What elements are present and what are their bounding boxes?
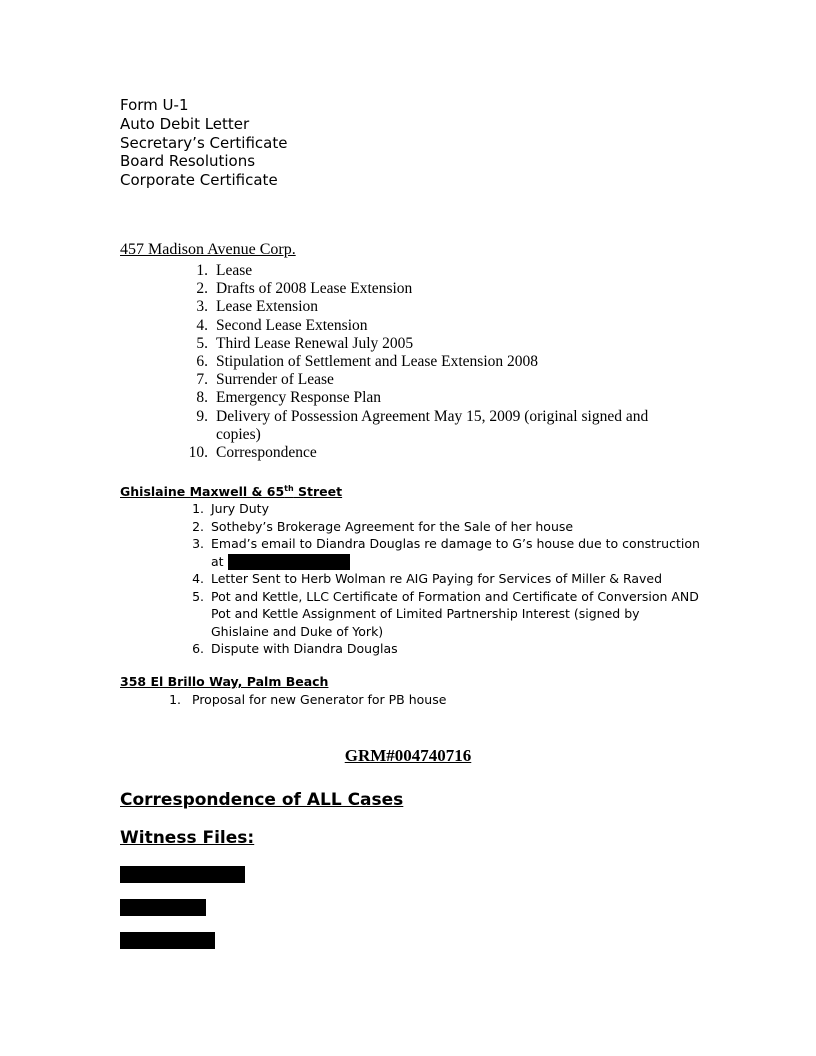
item-text: Emergency Response Plan: [216, 389, 382, 407]
item-text: Lease: [216, 262, 253, 279]
item-number: 3.: [196, 298, 208, 316]
grm-number-heading: GRM#004740716: [344, 746, 472, 765]
item-text: Lease Extension: [216, 298, 319, 316]
item-number: 5.: [192, 588, 204, 604]
maxwell-title-superscript: th: [284, 484, 294, 493]
item-number: 7.: [196, 371, 208, 389]
item-number: 1.: [192, 501, 204, 516]
item-number: 3.: [192, 536, 204, 551]
index-item: Board Resolutions: [120, 152, 256, 171]
list-item: [190, 408, 690, 444]
list-item: [190, 262, 690, 280]
item-text: Stipulation of Settlement and Lease Extension 2008: [216, 353, 538, 371]
item-text: Drafts of 2008 Lease Extension: [216, 280, 413, 298]
list-item: [190, 371, 690, 389]
list-item: [190, 570, 710, 588]
index-item: Auto Debit Letter: [120, 114, 250, 133]
item-text: Sotheby’s Brokerage Agreement for the Sale of her house: [211, 518, 574, 534]
item-number: 4.: [196, 316, 208, 334]
item-text: Dispute with Diandra Douglas: [211, 641, 398, 656]
correspondence-heading: Correspondence of ALL Cases: [120, 790, 404, 810]
item-number: 8.: [196, 389, 208, 407]
item-number: 1.: [169, 692, 181, 707]
item-number: 9.: [196, 407, 208, 425]
list-item: [190, 518, 710, 536]
item-text: Jury Duty: [211, 501, 269, 516]
madison-section-title: 457 Madison Avenue Corp.: [120, 241, 296, 258]
item-number: 2.: [192, 518, 204, 534]
maxwell-item-list: [190, 500, 710, 658]
list-item: [190, 335, 690, 353]
item-number: 6.: [192, 641, 204, 656]
redaction-bar: [120, 866, 245, 883]
list-item: [190, 389, 690, 407]
item-number: 5.: [196, 334, 208, 352]
palm-beach-section-title: 358 El Brillo Way, Palm Beach: [120, 674, 329, 689]
list-item: [190, 500, 710, 518]
item-number: 1.: [196, 262, 208, 279]
madison-item-list: [190, 262, 690, 462]
document-index-list: [120, 96, 287, 190]
list-item: [190, 280, 690, 298]
palm-beach-item-list: [165, 691, 565, 709]
item-text-with-redaction: [211, 535, 701, 570]
item-number: 4.: [192, 571, 204, 586]
maxwell-section-title: [120, 484, 342, 499]
maxwell-title-text: Ghislaine Maxwell & 65: [120, 484, 285, 500]
item-text: Emad’s email to Diandra Douglas re damage to G’s house due to construction at: [211, 536, 700, 569]
item-text: Delivery of Possession Agreement May 15, 2009 (original signed and copies): [216, 407, 649, 443]
list-item: [190, 317, 690, 335]
item-text: Surrender of Lease: [216, 371, 334, 389]
item-text: Second Lease Extension: [216, 316, 368, 334]
item-number: 2.: [196, 280, 208, 298]
index-item: Corporate Certificate: [120, 171, 278, 190]
list-item: [190, 588, 710, 641]
list-item: [190, 298, 690, 316]
list-item: [165, 691, 565, 709]
item-text: Letter Sent to Herb Wolman re AIG Paying for Services of Miller & Raved: [211, 571, 663, 586]
item-text: Pot and Kettle, LLC Certificate of Formation and Certificate of Conversion AND Pot and Kettle Assignment of Limited Partnership Interest (signed by Ghislaine and Duke of York): [211, 588, 699, 639]
list-item: [190, 640, 710, 658]
item-number: 10.: [188, 444, 208, 462]
redaction-bar: [120, 899, 206, 916]
item-number: 6.: [196, 353, 208, 371]
item-text: Correspondence: [216, 444, 317, 462]
list-item: [190, 444, 690, 462]
list-item: [190, 353, 690, 371]
redaction-bar: [228, 554, 350, 570]
index-item: Form U-1: [120, 96, 189, 114]
redaction-bar: [120, 932, 215, 949]
list-item: [190, 535, 710, 570]
witness-files-heading: Witness Files:: [120, 828, 255, 848]
maxwell-title-end: Street: [293, 484, 343, 500]
item-text: Third Lease Renewal July 2005: [216, 334, 414, 352]
item-text: Proposal for new Generator for PB house: [192, 692, 447, 707]
index-item: Secretary’s Certificate: [120, 133, 288, 152]
